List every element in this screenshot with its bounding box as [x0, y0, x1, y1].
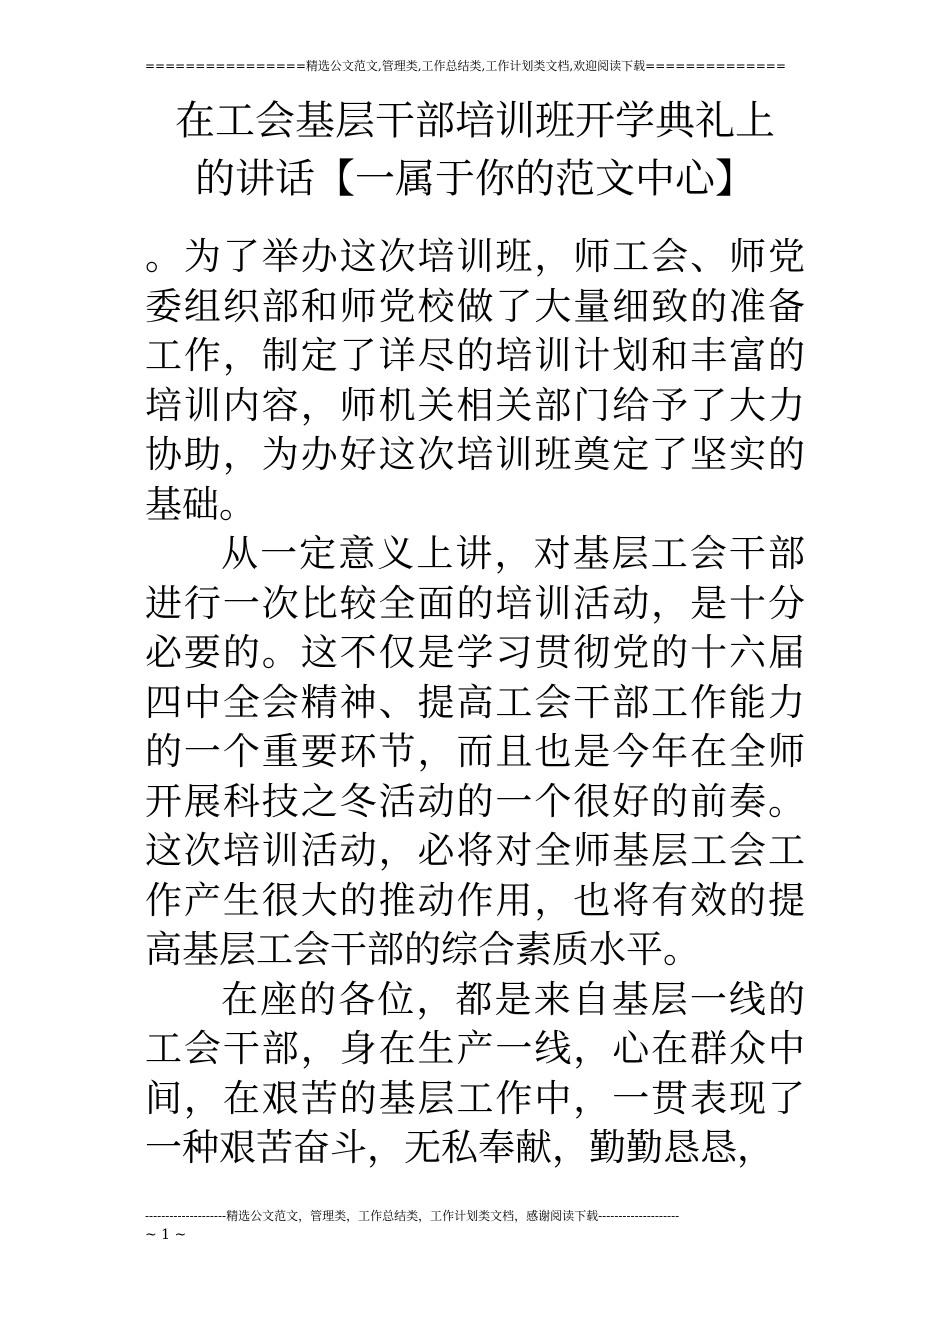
title-line-1: 在工会基层干部培训班开学典礼上: [175, 98, 775, 144]
document-title: [140, 92, 810, 208]
paragraph-1: 。为了举办这次培训班，师工会、师党委组织部和师党校做了大量细致的准备工作，制定了详尽的培训计划和丰富的培训内容，师机关相关部门给予了大力协助，为办好这次培训班奠定了坚实的基础。: [145, 235, 805, 526]
paragraph-2: 从一定意义上讲，对基层工会干部进行一次比较全面的培训活动，是十分必要的。这不仅是学习贯彻党的十六届四中全会精神、提高工会干部工作能力的一个重要环节，而且也是今年在全师开展科技之冬活动的一个很好的前奏。这次培训活动，必将对全师基层工会工作产生很大的推动作用，也将有效的提高基层工会干部的综合素质水平。: [145, 532, 805, 971]
title-line-2: 的讲话【一属于你的范文中心】: [195, 156, 755, 202]
document-body: [145, 232, 805, 1173]
page-number: ~ 1 ~: [145, 1227, 187, 1243]
page-header: ================精选公文范文,管理类,工作总结类,工作计划类文档,欢迎阅读下载==============: [145, 59, 786, 73]
page-footer: --------------------精选公文范文，管理类，工作总结类，工作计划类文档，感谢阅读下载--------------------: [145, 1209, 680, 1223]
paragraph-3: 在座的各位，都是来自基层一线的工会干部，身在生产一线，心在群众中间，在艰苦的基层工作中，一贯表现了一种艰苦奋斗，无私奉献，勤勤恳恳，: [145, 977, 805, 1169]
